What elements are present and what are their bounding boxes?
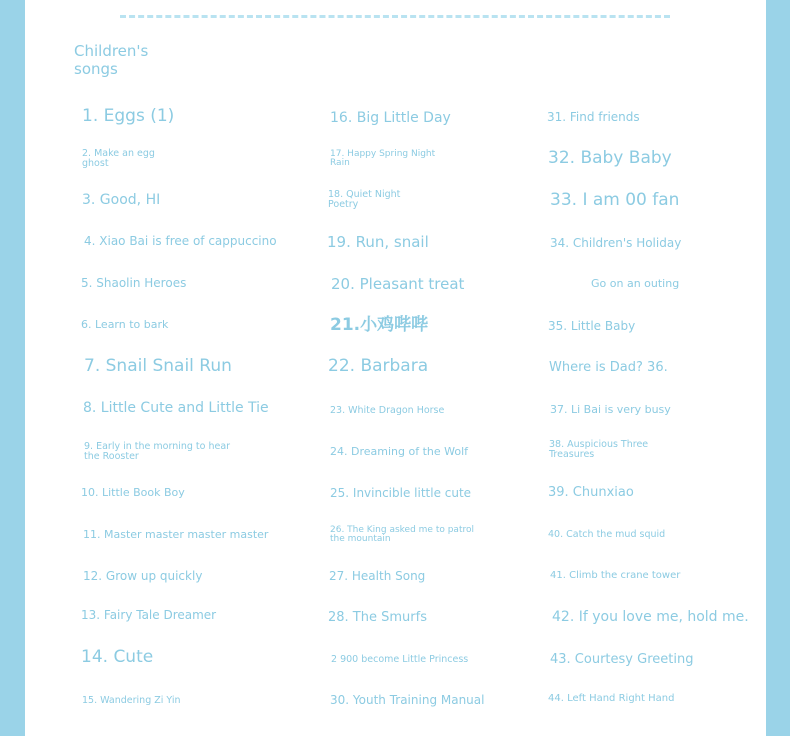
song-item: 34. Children's Holiday: [550, 236, 682, 250]
song-item: 31. Find friends: [547, 110, 640, 124]
song-item: 35. Little Baby: [548, 319, 636, 333]
song-item: 27. Health Song: [329, 569, 426, 583]
page-title: Children's songs: [74, 42, 149, 78]
song-item: 2. Make an egg ghost: [82, 148, 155, 169]
song-item: 17. Happy Spring Night Rain: [330, 149, 436, 169]
song-item: 14. Cute: [81, 647, 154, 667]
song-item: 43. Courtesy Greeting: [550, 652, 694, 667]
song-item: 13. Fairy Tale Dreamer: [81, 608, 217, 622]
song-item: 5. Shaolin Heroes: [81, 276, 187, 290]
song-item: 8. Little Cute and Little Tie: [83, 400, 269, 416]
song-item: 18. Quiet Night Poetry: [328, 189, 401, 210]
song-item: Go on an outing: [591, 277, 680, 290]
song-item: 33. I am 00 fan: [550, 190, 680, 210]
song-item: 44. Left Hand Right Hand: [548, 693, 675, 704]
song-item: 21.小鸡哔哔: [330, 315, 429, 335]
song-item: 12. Grow up quickly: [83, 569, 203, 583]
song-item: 26. The King asked me to patrol the mountain: [330, 525, 474, 545]
dashed-divider: [120, 15, 670, 18]
song-item: 20. Pleasant treat: [331, 275, 465, 293]
song-item: 24. Dreaming of the Wolf: [330, 445, 469, 458]
song-item: 11. Master master master master: [83, 528, 269, 541]
song-item: 40. Catch the mud squid: [548, 529, 666, 540]
song-item: 38. Auspicious Three Treasures: [549, 439, 649, 460]
song-item: 23. White Dragon Horse: [330, 405, 445, 416]
song-item: 19. Run, snail: [327, 233, 429, 251]
song-item: 25. Invincible little cute: [330, 486, 472, 500]
song-item: 42. If you love me, hold me.: [552, 609, 749, 625]
song-item: 28. The Smurfs: [328, 610, 427, 625]
song-item: 6. Learn to bark: [81, 318, 169, 331]
song-item: 22. Barbara: [328, 356, 429, 376]
left-side-panel: [0, 0, 25, 736]
song-item: 15. Wandering Zi Yin: [82, 695, 181, 706]
song-item: 4. Xiao Bai is free of cappuccino: [84, 234, 277, 248]
song-item: 3. Good, HI: [82, 192, 161, 208]
song-item: 7. Snail Snail Run: [84, 356, 232, 376]
song-item: 10. Little Book Boy: [81, 486, 185, 499]
song-item: 16. Big Little Day: [330, 110, 451, 126]
song-item: 2 900 become Little Princess: [331, 654, 469, 665]
song-item: 1. Eggs (1): [82, 106, 175, 126]
song-item: Where is Dad? 36.: [549, 360, 668, 375]
song-item: 9. Early in the morning to hear the Rooster: [84, 441, 231, 462]
song-item: 37. Li Bai is very busy: [550, 403, 671, 416]
right-side-panel: [766, 0, 790, 736]
song-item: 30. Youth Training Manual: [330, 693, 485, 707]
song-item: 41. Climb the crane tower: [550, 570, 681, 581]
song-item: 39. Chunxiao: [548, 485, 634, 500]
song-item: 32. Baby Baby: [548, 148, 672, 168]
